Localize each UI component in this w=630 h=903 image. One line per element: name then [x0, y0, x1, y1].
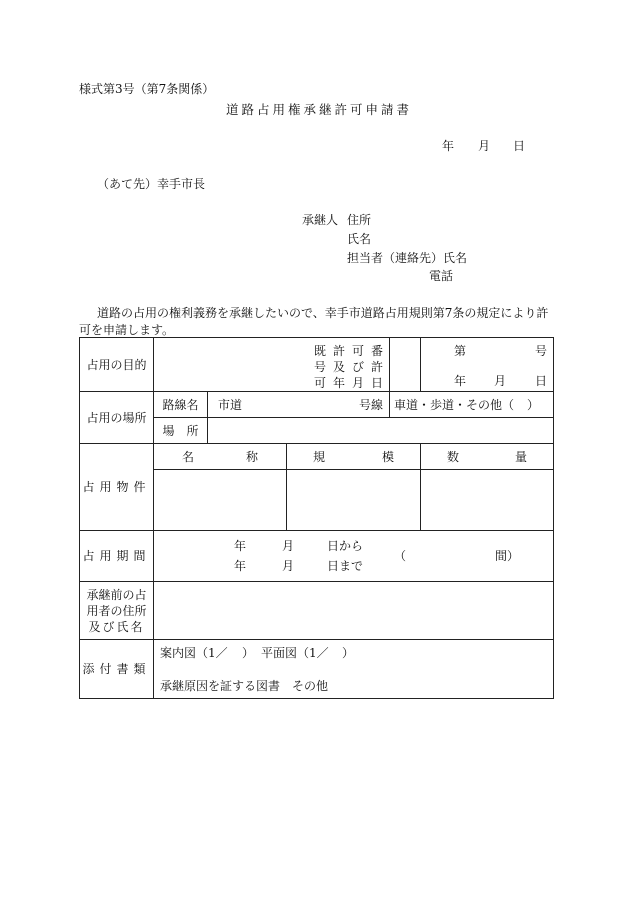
location-label-cell [80, 392, 154, 444]
road-type-options: 車道・歩道・その他（ [394, 397, 515, 412]
date-day: 日 [513, 139, 526, 153]
existing-permit-label-2: 号及び許 [314, 360, 391, 374]
period-duration-close: 間） [495, 549, 520, 563]
period-from-month: 月 [282, 539, 295, 553]
location-label: 占用の場所 [86, 410, 147, 425]
route-name-input[interactable] [208, 392, 390, 418]
period-to-month: 月 [282, 559, 295, 573]
col-qty-1: 数 [447, 449, 460, 464]
route-name-label-cell [154, 392, 208, 418]
object-scale-input[interactable] [287, 470, 421, 531]
row-objects-header [80, 444, 554, 470]
period-input[interactable] [154, 531, 554, 582]
applicant-role: 承継人 [302, 213, 339, 227]
col-scale-1: 規 [313, 449, 326, 464]
route-number-label: 号線 [359, 397, 384, 412]
attach-other: 承継原因を証する図書 その他 [160, 679, 329, 693]
object-qty-input[interactable] [421, 470, 554, 531]
existing-permit-label [314, 343, 391, 391]
purpose-label-cell [80, 338, 154, 392]
existing-permit-label-1-wrap [314, 343, 391, 359]
date-year: 年 [442, 139, 455, 153]
col-scale-2: 模 [382, 449, 395, 464]
attach-plan: 平面図（1／ [261, 646, 329, 660]
previous-label-2: 用者の住所 [86, 603, 147, 618]
existing-permit-label-1: 既許可番 [314, 344, 391, 358]
intro-line-2: 可を申請します。 [79, 323, 175, 337]
col-name-1: 名 [182, 449, 195, 464]
existing-permit-label-3: 可年月日 [314, 376, 391, 390]
addressee: （あて先）幸手市長 [97, 177, 206, 191]
previous-occupant-input[interactable] [154, 582, 554, 640]
document-title: 道路占用権承継許可申請書 [226, 102, 413, 117]
previous-label-3: 及び氏名 [88, 619, 145, 634]
attach-map-guide: 案内図（1／ [160, 646, 228, 660]
permit-month: 月 [494, 374, 507, 388]
application-table [79, 337, 554, 699]
existing-permit-label-2-wrap [314, 359, 391, 375]
existing-permit-label-cell [390, 338, 421, 392]
period-duration-open: （ [394, 549, 407, 563]
attach-label-cell [80, 640, 154, 699]
row-previous-occupant [80, 582, 554, 640]
attachments-cell[interactable] [154, 640, 554, 699]
attach-plan-close: ） [342, 646, 355, 660]
applicant-contact-label: 担当者（連絡先）氏名 [347, 251, 468, 265]
period-to-year: 年 [234, 559, 247, 573]
row-period [80, 531, 554, 582]
permit-go: 号 [535, 344, 548, 358]
col-header-name [154, 444, 287, 470]
period-label-cell [80, 531, 154, 582]
permit-dai: 第 [454, 344, 467, 358]
col-name-2: 称 [245, 449, 258, 464]
previous-label-1: 承継前の占 [86, 587, 147, 602]
objects-label: 占用物件 [82, 480, 151, 494]
period-to-label: 日まで [327, 559, 364, 573]
col-header-scale [287, 444, 421, 470]
col-qty-2: 量 [515, 449, 528, 464]
row-route [80, 392, 554, 418]
applicant-address-label: 住所 [347, 213, 372, 227]
date-month: 月 [478, 139, 491, 153]
form-number: 様式第3号（第7条関係） [79, 82, 215, 96]
period-label: 占用期間 [82, 549, 151, 563]
place-label: 場 所 [162, 423, 199, 438]
attach-map-guide-close: ） [242, 646, 255, 660]
object-name-input[interactable] [154, 470, 287, 531]
intro-line-1: 道路の占用の権利義務を承継したいので、幸手市道路占用規則第7条の規定により許 [97, 306, 549, 320]
place-input[interactable] [208, 418, 554, 444]
row-attachments [80, 640, 554, 699]
permit-year: 年 [454, 374, 467, 388]
purpose-label: 占用の目的 [86, 357, 147, 372]
period-from-year: 年 [234, 539, 247, 553]
period-from-label: 日から [327, 539, 364, 553]
applicant-phone-label: 電話 [429, 269, 454, 283]
city-road-label: 市道 [218, 397, 243, 412]
place-label-cell [154, 418, 208, 444]
attach-label: 添付書類 [82, 662, 151, 676]
road-type-cell[interactable] [390, 392, 554, 418]
existing-permit-label-3-wrap [314, 375, 391, 391]
existing-permit-value-cell[interactable] [421, 338, 554, 392]
col-header-qty [421, 444, 554, 470]
applicant-name-label: 氏名 [347, 232, 372, 246]
previous-label-cell [80, 582, 154, 640]
road-type-close: ） [527, 397, 540, 412]
route-name-label: 路線名 [162, 397, 199, 412]
permit-day: 日 [535, 374, 548, 388]
objects-label-cell [80, 444, 154, 531]
